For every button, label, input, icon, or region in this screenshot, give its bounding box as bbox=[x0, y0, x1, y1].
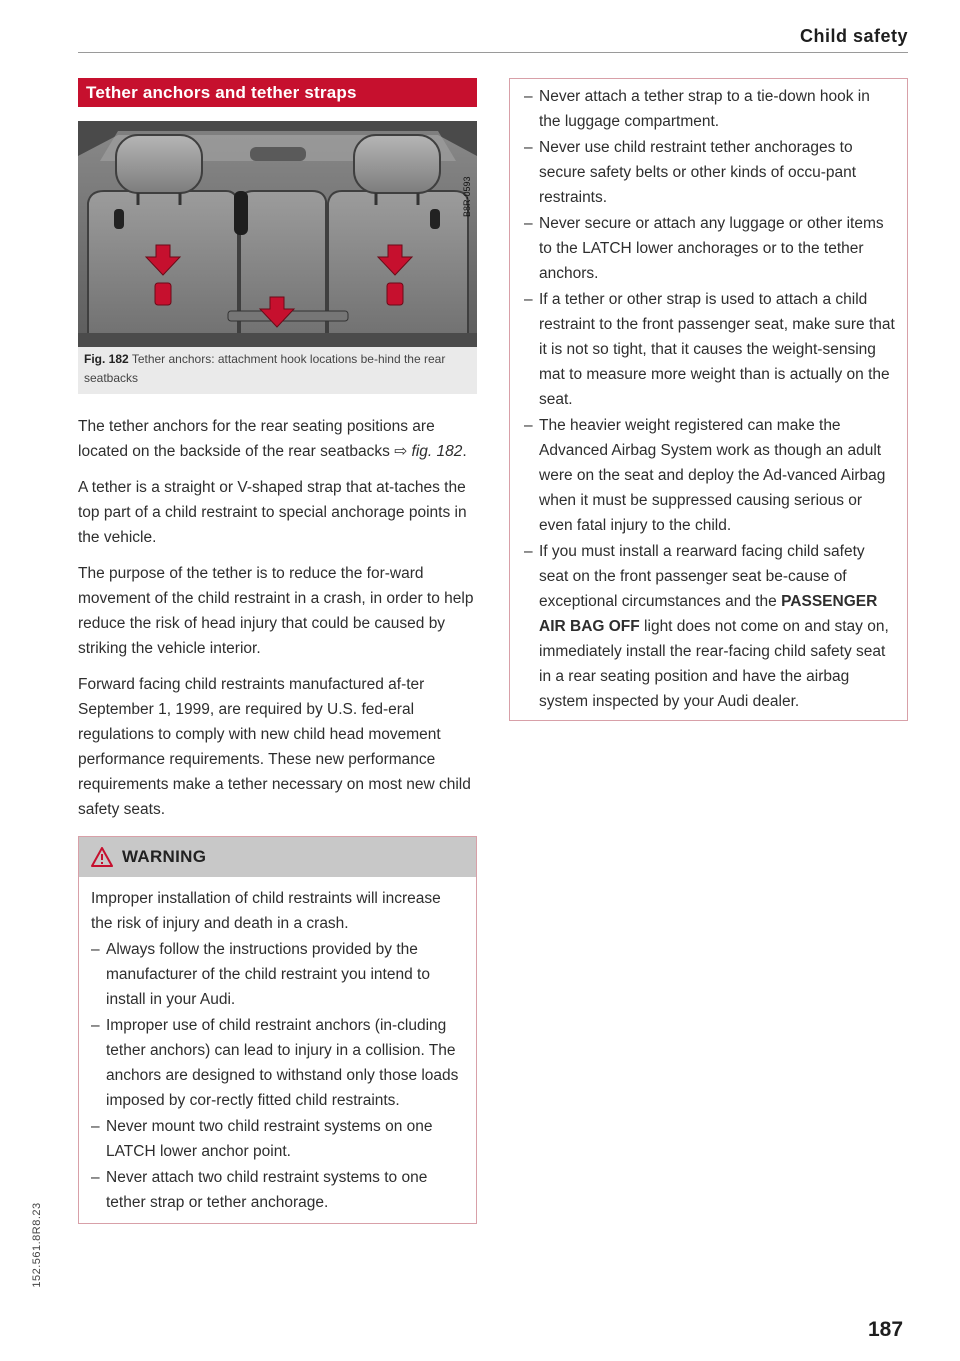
warning-continued-item: – Never secure or attach any luggage or other items to the LATCH lower anchorages or to the tether anchors. bbox=[524, 211, 895, 286]
warning-continued-item: – Never attach a tether strap to a tie-down hook in the luggage compartment. bbox=[524, 84, 895, 134]
warning-list bbox=[91, 937, 466, 1215]
figure-caption bbox=[78, 347, 477, 388]
figure-caption-text: Tether anchors: attachment hook locations be-hind the rear seatbacks bbox=[84, 352, 446, 385]
figure-reference-link[interactable]: ⇨ fig. 182 bbox=[394, 443, 463, 460]
center-seatback bbox=[240, 191, 326, 347]
warning-triangle-icon bbox=[91, 847, 113, 867]
warning-continued-item: – If a tether or other strap is used to attach a child restraint to the front passenger seat, make sure that it is not so tight, that it causes the weight-sensing mat to measure more weight than is actually on the seat. bbox=[524, 287, 895, 412]
warning-title: WARNING bbox=[122, 847, 207, 866]
left-column bbox=[78, 78, 477, 1224]
warning-continued-box bbox=[509, 78, 908, 721]
running-header: Child safety bbox=[799, 26, 908, 46]
page-number: 187 bbox=[868, 1318, 904, 1341]
paragraph-2: A tether is a straight or V-shaped strap that at-taches the top part of a child restraint to special anchorage points in the vehicle. bbox=[78, 479, 467, 546]
side-document-code bbox=[30, 1185, 44, 1305]
warning-item: – Never attach two child restraint systems to one tether strap or tether anchorage. bbox=[91, 1165, 466, 1215]
warning-continued-item-last bbox=[524, 539, 895, 714]
paragraph-3: The purpose of the tether is to reduce the for-ward movement of the child restraint in a crash, in order to help reduce the risk of head injury that could be caused by striking the vehicle interior. bbox=[78, 565, 474, 657]
warning-intro: Improper installation of child restraints will increase the risk of injury and death in a crash. bbox=[91, 890, 441, 932]
warning-body bbox=[79, 877, 476, 1223]
warning-box bbox=[78, 836, 477, 1224]
warning-continued-item: – The heavier weight registered can make the Advanced Airbag System work as though an adult were on the seat and deploy the Ad-vanced Airbag when it must be suppressed causing serious or even fatal injury to the child. bbox=[524, 413, 895, 538]
paragraph-1 bbox=[78, 414, 477, 464]
last-item-after: light does not come on and stay on, immediately install the rear-facing child safety seat in a rear seating position and have the airbag system inspected by your Audi dealer. bbox=[539, 618, 889, 710]
paragraph-1-text: The tether anchors for the rear seating positions are located on the backside of the rear seatbacks bbox=[78, 418, 435, 460]
figure-image-code: B8R-0593 bbox=[462, 176, 472, 217]
warning-item: – Improper use of child restraint anchors (in-cluding tether anchors) can lead to injury in a collision. The anchors are designed to withstand only those loads imposed by cor-rectly fitted child restraints. bbox=[91, 1013, 466, 1113]
rear-seatbacks-illustration bbox=[78, 121, 477, 347]
header-rule bbox=[78, 52, 908, 53]
right-column bbox=[509, 78, 908, 721]
last-item-before: If you must install a rearward facing child safety seat on the front passenger seat be-cause of exceptional circumstances and the bbox=[539, 543, 865, 610]
paragraph-4: Forward facing child restraints manufactured af-ter September 1, 1999, are required by U.S. fed-eral regulations to comply with new child head movement performance requirements. These new performance requirements make a tether necessary on most new child safety seats. bbox=[78, 676, 471, 818]
warning-item: – Always follow the instructions provided by the manufacturer of the child restraint you intend to install in your Audi. bbox=[91, 937, 466, 1012]
paragraph-1-end: . bbox=[462, 443, 467, 460]
warning-header bbox=[79, 837, 476, 877]
figure-label: Fig. 182 bbox=[84, 352, 129, 366]
warning-item: – Never mount two child restraint systems on one LATCH lower anchor point. bbox=[91, 1114, 466, 1164]
warning-continued-list bbox=[524, 84, 895, 714]
figure-182 bbox=[78, 121, 477, 394]
side-document-code-text: 152.561.8R8.23 bbox=[31, 1202, 43, 1288]
section-title: Tether anchors and tether straps bbox=[78, 78, 477, 107]
warning-continued-item: – Never use child restraint tether anchorages to secure safety belts or other kinds of occu-pant restraints. bbox=[524, 135, 895, 210]
body-text bbox=[78, 414, 477, 822]
passenger-airbag-off-label: PASSENGER AIR BAG OFF bbox=[539, 593, 878, 635]
